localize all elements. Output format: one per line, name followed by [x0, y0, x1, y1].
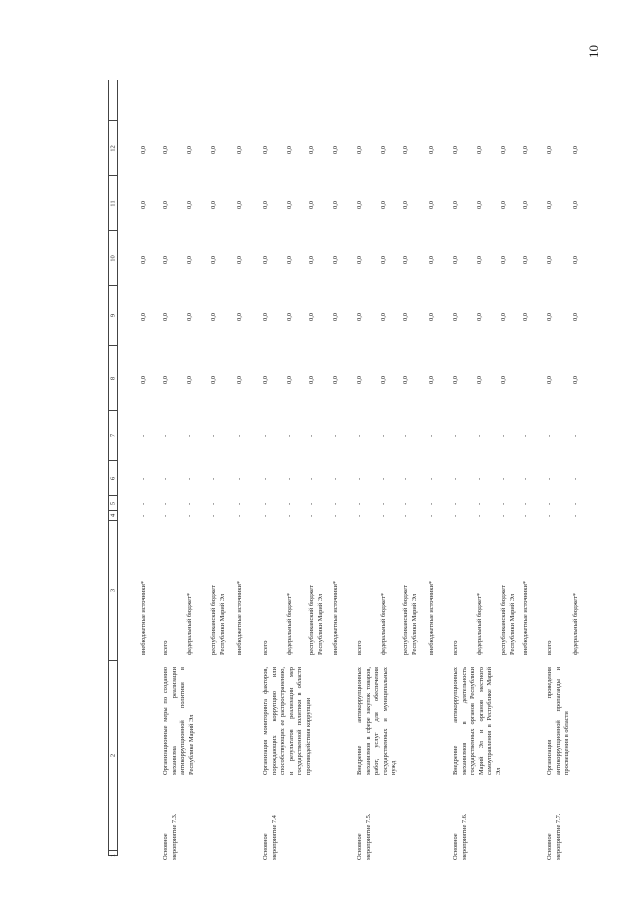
value-cell: 0,0 — [210, 145, 217, 154]
value-cell: - — [236, 502, 243, 505]
funding-source: внебюджетные источники* — [140, 580, 147, 655]
funding-source: республиканский бюджет Республики Марий Эл — [402, 585, 418, 655]
value-cell: 0,0 — [162, 313, 169, 321]
value-cell: 0,0 — [572, 255, 579, 264]
activity-code: Основное мероприятие 7.6. — [452, 813, 468, 860]
value-cell: - — [332, 514, 339, 517]
value-cell: - — [476, 477, 483, 480]
funding-source: федеральный бюджет* — [572, 592, 579, 655]
value-cell: 0,0 — [572, 375, 579, 384]
value-cell: - — [402, 514, 409, 517]
header-rule — [117, 80, 118, 855]
value-cell: - — [186, 434, 193, 437]
column-header-number: 9 — [109, 313, 117, 318]
value-cell: - — [236, 434, 243, 437]
value-cell: - — [162, 502, 169, 505]
funding-source: всего — [546, 640, 553, 655]
value-cell: - — [162, 434, 169, 437]
value-cell: 0,0 — [332, 255, 339, 264]
value-cell: 0,0 — [140, 375, 147, 384]
value-cell: - — [140, 502, 147, 505]
activity-description: Организация мониторинга факторов, порождающих коррупцию или способствующих ее распространению, и результатов реализации мер государственной политики в области противодействия коррупции — [262, 667, 312, 775]
value-cell: 0,0 — [356, 375, 363, 384]
value-cell: - — [162, 477, 169, 480]
value-cell: 0,0 — [402, 145, 409, 154]
funding-source: республиканский бюджет Республики Марий Эл — [210, 585, 226, 655]
value-cell: - — [332, 502, 339, 505]
value-cell: 0,0 — [500, 313, 507, 321]
value-cell: - — [186, 502, 193, 505]
value-cell: 0,0 — [380, 145, 387, 154]
value-cell: - — [476, 434, 483, 437]
funding-source: всего — [452, 640, 459, 655]
value-cell: - — [210, 514, 217, 517]
value-cell: 0,0 — [428, 200, 435, 209]
value-cell: 0,0 — [428, 145, 435, 154]
value-cell: 0,0 — [380, 313, 387, 321]
value-cell: 0,0 — [500, 145, 507, 154]
column-header-number: 8 — [109, 376, 117, 380]
page-number: 10 — [586, 45, 601, 58]
value-cell: - — [210, 434, 217, 437]
value-cell: 0,0 — [356, 145, 363, 154]
value-cell: 0,0 — [140, 313, 147, 321]
value-cell: 0,0 — [262, 145, 269, 154]
value-cell: - — [286, 434, 293, 437]
value-cell: 0,0 — [476, 200, 483, 209]
value-cell: 0,0 — [332, 145, 339, 154]
funding-source: республиканский бюджет Республики Марий Эл — [308, 585, 324, 655]
column-divider — [108, 285, 118, 286]
column-divider — [108, 120, 118, 121]
value-cell: - — [380, 434, 387, 437]
value-cell: 0,0 — [452, 313, 459, 321]
value-cell: 0,0 — [332, 313, 339, 321]
value-cell: - — [546, 434, 553, 437]
activity-description: Организационные меры по созданию механизма реализации антикоррупционной политики в Республике Марий Эл — [162, 667, 195, 775]
column-header-number: 7 — [109, 433, 117, 438]
column-header-number: 6 — [109, 476, 117, 480]
value-cell: - — [308, 434, 315, 437]
value-cell: - — [356, 477, 363, 480]
value-cell: 0,0 — [452, 145, 459, 154]
value-cell: - — [380, 514, 387, 517]
value-cell: 0,0 — [236, 145, 243, 154]
value-cell: 0,0 — [308, 375, 315, 384]
value-cell: 0,0 — [500, 375, 507, 384]
value-cell: - — [332, 434, 339, 437]
value-cell: 0,0 — [476, 375, 483, 384]
column-divider — [108, 495, 118, 496]
value-cell: 0,0 — [308, 313, 315, 321]
value-cell: - — [476, 514, 483, 517]
column-divider — [108, 410, 118, 411]
value-cell: - — [572, 477, 579, 480]
column-divider — [108, 345, 118, 346]
value-cell: - — [262, 502, 269, 505]
value-cell: - — [522, 502, 529, 505]
funding-source: внебюджетные источники* — [236, 580, 243, 655]
value-cell: - — [452, 502, 459, 505]
value-cell: 0,0 — [286, 255, 293, 264]
value-cell: - — [140, 434, 147, 437]
value-cell: 0,0 — [262, 255, 269, 264]
value-cell: 0,0 — [380, 375, 387, 384]
value-cell: - — [236, 477, 243, 480]
value-cell: - — [332, 477, 339, 480]
value-cell: 0,0 — [546, 255, 553, 264]
value-cell: - — [308, 477, 315, 480]
value-cell: 0,0 — [452, 200, 459, 209]
value-cell: - — [522, 434, 529, 437]
value-cell: 0,0 — [332, 200, 339, 209]
activity-code: Основное мероприятие 7.3. — [162, 813, 178, 860]
value-cell: 0,0 — [236, 313, 243, 321]
value-cell: 0,0 — [402, 255, 409, 264]
value-cell: 0,0 — [476, 313, 483, 321]
value-cell: - — [356, 434, 363, 437]
column-header-number: 11 — [109, 199, 117, 207]
value-cell: - — [428, 502, 435, 505]
activity-code: Основное мероприятие 7.4 — [262, 815, 278, 860]
activity-description: Внедрение антикоррупционных механизмов в сфере закупок товаров, работ, услуг для обеспечения государственных и муниципальных нужд — [356, 667, 398, 775]
value-cell: 0,0 — [546, 313, 553, 321]
value-cell: 0,0 — [476, 145, 483, 154]
value-cell: 0,0 — [236, 200, 243, 209]
value-cell: - — [500, 514, 507, 517]
value-cell: - — [356, 502, 363, 505]
value-cell: 0,0 — [162, 375, 169, 384]
activity-description: Организация проведения антикоррупционной пропаганды и просвещения в области — [546, 667, 571, 775]
column-divider — [108, 230, 118, 231]
value-cell: 0,0 — [428, 375, 435, 384]
funding-source: федеральный бюджет* — [380, 592, 387, 655]
value-cell: 0,0 — [380, 255, 387, 264]
value-cell: 0,0 — [186, 255, 193, 264]
value-cell: 0,0 — [186, 375, 193, 384]
value-cell: 0,0 — [402, 313, 409, 321]
value-cell: 0,0 — [356, 313, 363, 321]
value-cell: - — [402, 477, 409, 480]
value-cell: 0,0 — [262, 313, 269, 321]
funding-source: федеральный бюджет* — [186, 592, 193, 655]
value-cell: 0,0 — [546, 200, 553, 209]
value-cell: 0,0 — [186, 145, 193, 154]
value-cell: - — [452, 434, 459, 437]
value-cell: 0,0 — [236, 255, 243, 264]
value-cell: 0,0 — [522, 313, 529, 321]
value-cell: - — [402, 502, 409, 505]
value-cell: - — [546, 502, 553, 505]
value-cell: - — [428, 514, 435, 517]
value-cell: 0,0 — [308, 200, 315, 209]
value-cell: 0,0 — [522, 255, 529, 264]
value-cell: - — [186, 514, 193, 517]
activity-description: Внедрение антикоррупционных механизмов в деятельность государственных органов Республики Марий Эл и органов местного самоуправления в Республике Марий Эл — [452, 667, 502, 775]
value-cell: - — [262, 434, 269, 437]
value-cell: 0,0 — [186, 313, 193, 321]
value-cell: 0,0 — [546, 375, 553, 384]
column-header-number: 12 — [109, 144, 117, 152]
value-cell: - — [452, 514, 459, 517]
value-cell: - — [286, 477, 293, 480]
value-cell: 0,0 — [286, 313, 293, 321]
value-cell: - — [286, 514, 293, 517]
value-cell: - — [380, 477, 387, 480]
value-cell: 0,0 — [452, 375, 459, 384]
value-cell: 0,0 — [140, 145, 147, 154]
value-cell: - — [210, 477, 217, 480]
value-cell: - — [572, 502, 579, 505]
value-cell: 0,0 — [452, 255, 459, 264]
value-cell: - — [140, 514, 147, 517]
value-cell: 0,0 — [356, 200, 363, 209]
value-cell: 0,0 — [236, 375, 243, 384]
funding-source: федеральный бюджет* — [286, 592, 293, 655]
value-cell: - — [308, 514, 315, 517]
column-divider — [108, 660, 118, 661]
value-cell: - — [546, 477, 553, 480]
value-cell: 0,0 — [140, 255, 147, 264]
column-divider — [108, 520, 118, 521]
value-cell: 0,0 — [380, 200, 387, 209]
value-cell: - — [356, 514, 363, 517]
column-header-number: 4 — [109, 513, 117, 518]
value-cell: 0,0 — [356, 255, 363, 264]
funding-source: всего — [262, 640, 269, 655]
value-cell: 0,0 — [210, 375, 217, 384]
value-cell: - — [500, 434, 507, 437]
value-cell: - — [452, 477, 459, 480]
value-cell: - — [476, 502, 483, 505]
funding-source: всего — [162, 640, 169, 655]
value-cell: - — [140, 477, 147, 480]
value-cell: - — [402, 434, 409, 437]
value-cell: 0,0 — [262, 375, 269, 384]
value-cell: - — [500, 502, 507, 505]
value-cell: - — [236, 514, 243, 517]
activity-code: Основное мероприятие 7.5. — [356, 813, 372, 860]
value-cell: - — [286, 502, 293, 505]
activity-code: Основное мероприятие 7.7. — [546, 813, 562, 860]
value-cell: - — [162, 514, 169, 517]
value-cell: 0,0 — [500, 200, 507, 209]
value-cell: 0,0 — [308, 145, 315, 154]
funding-source: внебюджетные источники* — [428, 580, 435, 655]
value-cell: 0,0 — [308, 255, 315, 264]
funding-source: федеральный бюджет* — [476, 592, 483, 655]
header-rule — [108, 80, 109, 855]
value-cell: - — [262, 477, 269, 480]
value-cell: 0,0 — [572, 200, 579, 209]
value-cell: 0,0 — [428, 313, 435, 321]
value-cell: - — [428, 434, 435, 437]
value-cell: 0,0 — [186, 200, 193, 209]
value-cell: 0,0 — [332, 375, 339, 384]
value-cell: 0,0 — [572, 313, 579, 321]
value-cell: 0,0 — [476, 255, 483, 264]
value-cell: - — [210, 502, 217, 505]
value-cell: 0,0 — [286, 200, 293, 209]
value-cell: - — [546, 514, 553, 517]
column-header-number: 5 — [109, 501, 117, 505]
value-cell: 0,0 — [162, 200, 169, 209]
column-divider — [108, 175, 118, 176]
value-cell: 0,0 — [210, 313, 217, 321]
column-divider — [108, 460, 118, 461]
value-cell: - — [572, 434, 579, 437]
value-cell: 0,0 — [402, 375, 409, 384]
value-cell: 0,0 — [546, 145, 553, 154]
value-cell: - — [572, 514, 579, 517]
value-cell: - — [308, 502, 315, 505]
value-cell: - — [262, 514, 269, 517]
value-cell: 0,0 — [286, 375, 293, 384]
value-cell: 0,0 — [286, 145, 293, 154]
value-cell: - — [522, 514, 529, 517]
column-header-number: 2 — [109, 753, 117, 758]
value-cell: 0,0 — [522, 145, 529, 154]
value-cell: 0,0 — [428, 255, 435, 264]
column-header-number: 10 — [109, 254, 117, 262]
value-cell: 0,0 — [522, 200, 529, 209]
value-cell: 0,0 — [402, 200, 409, 209]
funding-source: внебюджетные источники* — [522, 580, 529, 655]
value-cell: 0,0 — [162, 145, 169, 154]
value-cell: 0,0 — [262, 200, 269, 209]
value-cell: - — [380, 502, 387, 505]
funding-source: внебюджетные источники* — [332, 580, 339, 655]
value-cell: 0,0 — [500, 255, 507, 264]
value-cell: - — [500, 477, 507, 480]
value-cell: 0,0 — [210, 200, 217, 209]
value-cell: - — [428, 477, 435, 480]
column-header-number: 1 — [109, 853, 117, 858]
column-header-number: 3 — [109, 588, 117, 593]
value-cell: - — [522, 477, 529, 480]
value-cell: 0,0 — [572, 145, 579, 154]
value-cell: 0,0 — [162, 255, 169, 264]
funding-source: республиканский бюджет Республики Марий Эл — [500, 585, 516, 655]
value-cell: 0,0 — [140, 200, 147, 209]
value-cell: - — [186, 477, 193, 480]
funding-source: всего — [356, 640, 363, 655]
value-cell: 0,0 — [210, 255, 217, 264]
